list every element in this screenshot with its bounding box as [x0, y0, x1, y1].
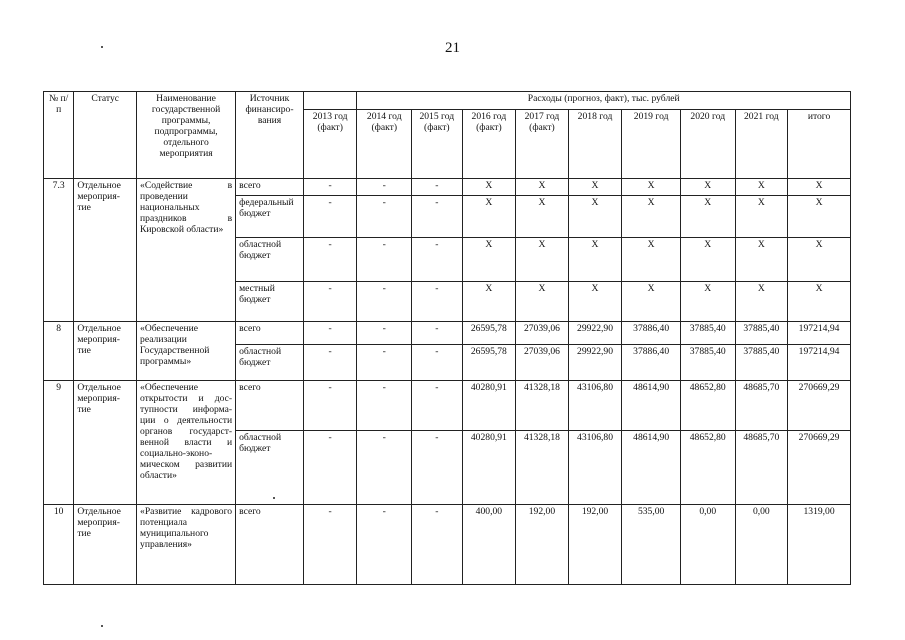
- value-cell: -: [357, 238, 412, 282]
- header-expenses: Расходы (прогноз, факт), тыс. рублей: [357, 92, 851, 110]
- value-cell: 400,00: [462, 505, 516, 585]
- value-cell: Х: [735, 238, 788, 282]
- value-cell: -: [303, 238, 357, 282]
- header-year: 2013 год (факт): [303, 110, 357, 179]
- value-cell: Х: [568, 196, 622, 238]
- value-cell: 48614,90: [622, 381, 681, 431]
- row-source: местный бюджет: [236, 282, 304, 322]
- value-cell: 48652,80: [680, 381, 735, 431]
- value-cell: Х: [516, 238, 569, 282]
- value-cell: -: [412, 322, 463, 345]
- header-empty: [303, 92, 357, 110]
- value-cell: -: [412, 179, 463, 196]
- table-row: [44, 179, 851, 196]
- value-cell: 48614,90: [622, 431, 681, 505]
- row-num: 9: [44, 381, 74, 505]
- value-cell: -: [412, 381, 463, 431]
- header-source: Источник финансиро-вания: [236, 92, 304, 179]
- value-cell: -: [412, 505, 463, 585]
- value-cell: 41328,18: [516, 381, 569, 431]
- value-cell: Х: [462, 282, 516, 322]
- scan-speck: [101, 625, 103, 627]
- value-cell: -: [303, 505, 357, 585]
- value-cell: 27039,06: [516, 322, 569, 345]
- value-cell: Х: [568, 238, 622, 282]
- value-cell: 43106,80: [568, 381, 622, 431]
- value-cell: 37885,40: [680, 345, 735, 381]
- value-cell: Х: [462, 238, 516, 282]
- value-cell: 0,00: [680, 505, 735, 585]
- value-cell: 37886,40: [622, 322, 681, 345]
- value-cell: -: [357, 345, 412, 381]
- value-cell: 535,00: [622, 505, 681, 585]
- row-source: всего: [236, 322, 304, 345]
- row-source: всего: [236, 179, 304, 196]
- row-name: «Обеспечение открытости и дос-тупности информа-ции о деятельности органов государст-венной власти и социально-эконо-мическом развитии области»: [137, 381, 236, 505]
- value-cell: Х: [680, 196, 735, 238]
- value-cell: -: [357, 381, 412, 431]
- row-num: 7.3: [44, 179, 74, 322]
- value-cell: Х: [622, 238, 681, 282]
- scan-speck: [101, 46, 103, 48]
- value-cell: Х: [735, 196, 788, 238]
- value-cell: 192,00: [568, 505, 622, 585]
- table-row: [44, 381, 851, 431]
- value-cell: 270669,29: [788, 381, 851, 431]
- value-cell: 197214,94: [788, 322, 851, 345]
- value-cell: 48685,70: [735, 431, 788, 505]
- value-cell: 1319,00: [788, 505, 851, 585]
- value-cell: -: [412, 345, 463, 381]
- value-cell: Х: [516, 179, 569, 196]
- value-cell: -: [357, 431, 412, 505]
- value-cell: -: [303, 322, 357, 345]
- value-cell: 48652,80: [680, 431, 735, 505]
- value-cell: Х: [622, 179, 681, 196]
- value-cell: -: [412, 196, 463, 238]
- value-cell: Х: [680, 238, 735, 282]
- value-cell: Х: [735, 282, 788, 322]
- value-cell: Х: [516, 196, 569, 238]
- header-num: № п/п: [44, 92, 74, 179]
- value-cell: -: [303, 196, 357, 238]
- header-year: 2014 год (факт): [357, 110, 412, 179]
- row-name: «Содействие в проведении национальных праздников в Кировской области»: [137, 179, 236, 322]
- header-year: 2020 год: [680, 110, 735, 179]
- value-cell: Х: [516, 282, 569, 322]
- value-cell: -: [303, 345, 357, 381]
- header-year: 2021 год: [735, 110, 788, 179]
- value-cell: -: [357, 322, 412, 345]
- table-row: [44, 322, 851, 345]
- value-cell: Х: [735, 179, 788, 196]
- value-cell: 48685,70: [735, 381, 788, 431]
- value-cell: 26595,78: [462, 322, 516, 345]
- value-cell: 40280,91: [462, 431, 516, 505]
- value-cell: -: [357, 196, 412, 238]
- row-status: Отдельное мероприя-тие: [74, 505, 137, 585]
- value-cell: 26595,78: [462, 345, 516, 381]
- row-num: 8: [44, 322, 74, 381]
- value-cell: Х: [788, 238, 851, 282]
- header-year: 2016 год (факт): [462, 110, 516, 179]
- value-cell: Х: [462, 196, 516, 238]
- row-source: областной бюджет: [236, 238, 304, 282]
- budget-table: [43, 91, 851, 585]
- table-row: [44, 505, 851, 585]
- value-cell: 192,00: [516, 505, 569, 585]
- value-cell: 43106,80: [568, 431, 622, 505]
- value-cell: 27039,06: [516, 345, 569, 381]
- value-cell: -: [412, 282, 463, 322]
- value-cell: -: [357, 179, 412, 196]
- value-cell: -: [303, 381, 357, 431]
- header-name: Наименование государственной программы, подпрограммы, отдельного мероприятия: [137, 92, 236, 179]
- row-source: областной бюджет: [236, 431, 304, 505]
- value-cell: Х: [462, 179, 516, 196]
- row-status: Отдельное мероприя-тие: [74, 381, 137, 505]
- table-header: [44, 92, 851, 179]
- row-source: всего: [236, 381, 304, 431]
- header-year: итого: [788, 110, 851, 179]
- header-year: 2019 год: [622, 110, 681, 179]
- value-cell: -: [303, 179, 357, 196]
- value-cell: -: [303, 431, 357, 505]
- value-cell: -: [412, 238, 463, 282]
- row-source: областной бюджет: [236, 345, 304, 381]
- value-cell: Х: [788, 196, 851, 238]
- value-cell: -: [357, 505, 412, 585]
- value-cell: 270669,29: [788, 431, 851, 505]
- row-status: Отдельное мероприя-тие: [74, 322, 137, 381]
- header-year: 2017 год (факт): [516, 110, 569, 179]
- row-name: «Развитие кадрового потенциала муниципального управления»: [137, 505, 236, 585]
- row-num: 10: [44, 505, 74, 585]
- value-cell: Х: [622, 282, 681, 322]
- value-cell: 37885,40: [680, 322, 735, 345]
- row-source: федеральный бюджет: [236, 196, 304, 238]
- value-cell: 0,00: [735, 505, 788, 585]
- page-number: 21: [445, 40, 460, 56]
- value-cell: 37885,40: [735, 322, 788, 345]
- value-cell: -: [303, 282, 357, 322]
- value-cell: 41328,18: [516, 431, 569, 505]
- row-source: всего: [236, 505, 304, 585]
- value-cell: 37886,40: [622, 345, 681, 381]
- value-cell: Х: [568, 179, 622, 196]
- value-cell: 29922,90: [568, 322, 622, 345]
- row-name: «Обеспечение реализации Государственной программы»: [137, 322, 236, 381]
- value-cell: Х: [680, 179, 735, 196]
- value-cell: 37885,40: [735, 345, 788, 381]
- value-cell: Х: [788, 282, 851, 322]
- value-cell: -: [412, 431, 463, 505]
- table-body: [44, 179, 851, 585]
- row-status: Отдельное мероприя-тие: [74, 179, 137, 322]
- value-cell: Х: [568, 282, 622, 322]
- value-cell: 197214,94: [788, 345, 851, 381]
- value-cell: Х: [680, 282, 735, 322]
- value-cell: 40280,91: [462, 381, 516, 431]
- scan-speck: [273, 497, 275, 499]
- value-cell: 29922,90: [568, 345, 622, 381]
- header-year: 2015 год (факт): [412, 110, 463, 179]
- value-cell: -: [357, 282, 412, 322]
- header-year: 2018 год: [568, 110, 622, 179]
- value-cell: Х: [788, 179, 851, 196]
- value-cell: Х: [622, 196, 681, 238]
- header-status: Статус: [74, 92, 137, 179]
